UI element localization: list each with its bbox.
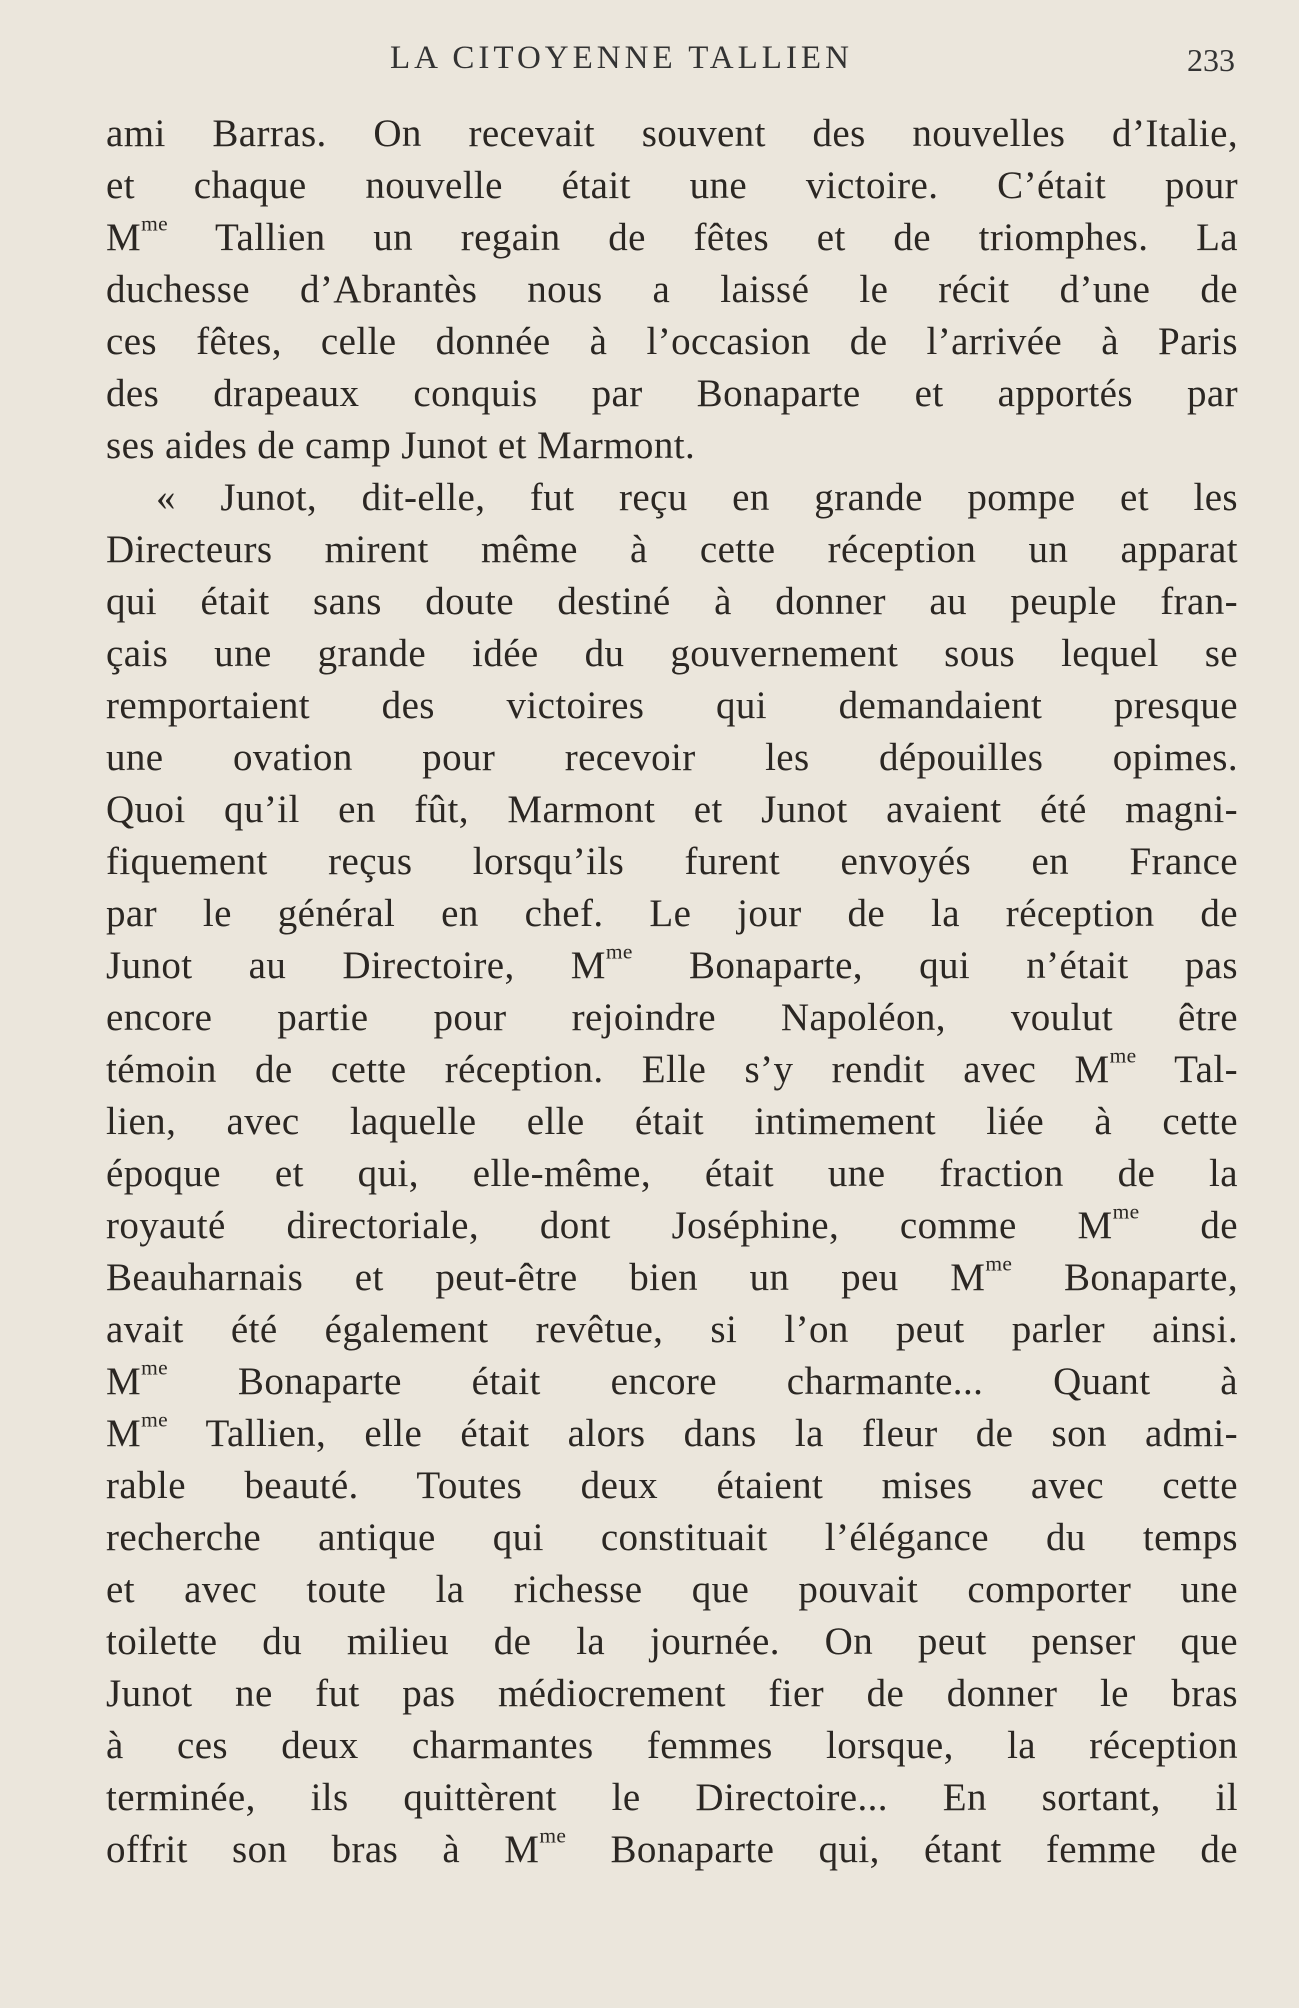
text-line: fiquement reçus lorsqu’ils furent envoyés en France bbox=[106, 840, 1238, 883]
text-line: Directeurs mirent même à cette réception un apparat bbox=[106, 528, 1238, 571]
text-line: rable beauté. Toutes deux étaient mises avec cette bbox=[106, 1464, 1238, 1507]
text-line: royauté directoriale, dont Joséphine, comme $M^{me}$ de bbox=[106, 1199, 1238, 1247]
text-line: lien, avec laquelle elle était intimement liée à cette bbox=[106, 1100, 1238, 1143]
text-line: $M^{me}$ Tallien un regain de fêtes et de triomphes. La bbox=[106, 211, 1238, 259]
text-line: recherche antique qui constituait l’élégance du temps bbox=[106, 1516, 1238, 1559]
text-line: ces fêtes, celle donnée à l’occasion de l’arrivée à Paris bbox=[106, 320, 1238, 363]
text-line: une ovation pour recevoir les dépouilles opimes. bbox=[106, 736, 1238, 779]
text-line: et chaque nouvelle était une victoire. C’était pour bbox=[106, 164, 1238, 207]
text-line: à ces deux charmantes femmes lorsque, la réception bbox=[106, 1724, 1238, 1767]
text-line: ses aides de camp Junot et Marmont. bbox=[106, 424, 696, 467]
text-line: des drapeaux conquis par Bonaparte et apportés par bbox=[106, 372, 1238, 415]
text-line: ami Barras. On recevait souvent des nouvelles d’Italie, bbox=[106, 112, 1238, 155]
body-text bbox=[106, 108, 1238, 1876]
text-line: Beauharnais et peut-être bien un peu $M^{me}$ Bonaparte, bbox=[106, 1251, 1238, 1299]
text-line: et avec toute la richesse que pouvait comporter une bbox=[106, 1568, 1238, 1611]
text-line: « Junot, dit-elle, fut reçu en grande pompe et les bbox=[156, 476, 1238, 519]
text-line: témoin de cette réception. Elle s’y rendit avec $M^{me}$ Tal- bbox=[106, 1043, 1238, 1091]
page-header bbox=[100, 40, 1235, 90]
text-line: $M^{me}$ Bonaparte était encore charmante... Quant à bbox=[106, 1355, 1238, 1403]
text-line: çais une grande idée du gouvernement sous lequel se bbox=[106, 632, 1238, 675]
text-line: avait été également revêtue, si l’on peut parler ainsi. bbox=[106, 1308, 1238, 1351]
text-line: par le général en chef. Le jour de la réception de bbox=[106, 892, 1238, 935]
text-line: toilette du milieu de la journée. On peut penser que bbox=[106, 1620, 1238, 1663]
text-line: Quoi qu’il en fût, Marmont et Junot avaient été magni- bbox=[106, 788, 1238, 831]
running-title: LA CITOYENNE TALLIEN bbox=[390, 40, 853, 76]
text-line: qui était sans doute destiné à donner au peuple fran- bbox=[106, 580, 1238, 623]
text-line: Junot au Directoire, $M^{me}$ Bonaparte, qui n’était pas bbox=[106, 939, 1238, 987]
text-line: Junot ne fut pas médiocrement fier de donner le bras bbox=[106, 1672, 1238, 1715]
text-line: terminée, ils quittèrent le Directoire... En sortant, il bbox=[106, 1776, 1238, 1819]
text-line: remportaient des victoires qui demandaient presque bbox=[106, 684, 1238, 727]
text-line: duchesse d’Abrantès nous a laissé le récit d’une de bbox=[106, 268, 1238, 311]
text-line: encore partie pour rejoindre Napoléon, voulut être bbox=[106, 996, 1238, 1039]
text-line: $M^{me}$ Tallien, elle était alors dans la fleur de son admi- bbox=[106, 1407, 1238, 1455]
text-line: époque et qui, elle-même, était une fraction de la bbox=[106, 1152, 1238, 1195]
text-line: offrit son bras à $M^{me}$ Bonaparte qui, étant femme de bbox=[106, 1823, 1238, 1871]
page-number: 233 bbox=[1187, 42, 1235, 78]
